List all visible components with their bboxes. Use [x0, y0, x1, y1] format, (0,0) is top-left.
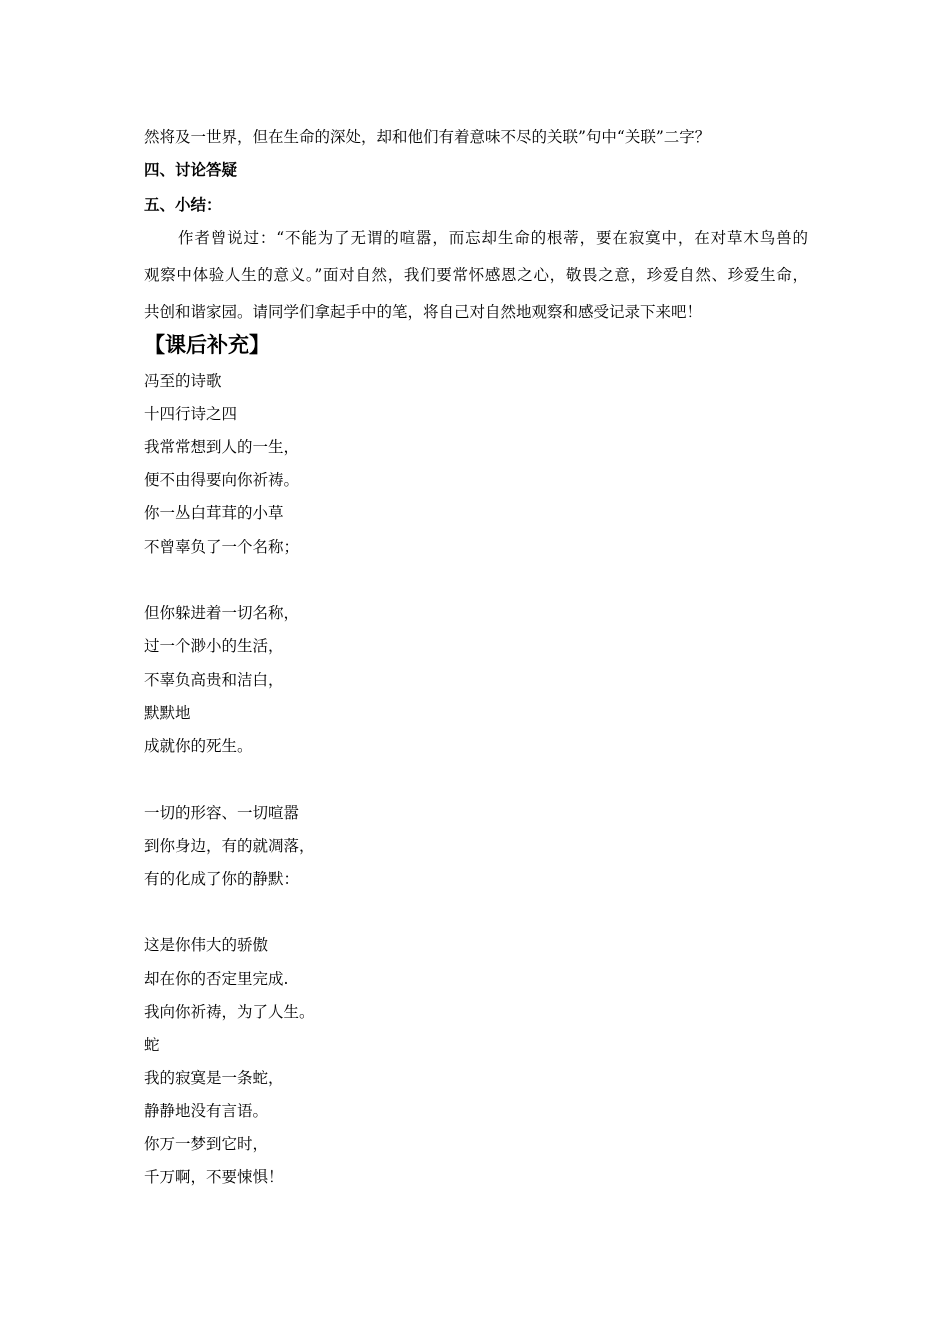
poem-line: 到你身边，有的就凋落，: [144, 837, 315, 855]
poem-line: 冯至的诗歌: [144, 372, 222, 390]
poem-line: 我常常想到人的一生，: [144, 438, 300, 456]
poem-line: 成就你的死生。: [144, 737, 253, 755]
poem-line: 静静地没有言语。: [144, 1102, 269, 1120]
continuation-line: 然将及一世界，但在生命的深处，却和他们有着意味不尽的关联”句中“关联”二字？: [144, 128, 711, 146]
poem-line: 不辜负高贵和洁白，: [144, 671, 284, 689]
section5-heading: 五、小结：: [144, 195, 222, 214]
poem-line: 却在你的否定里完成.: [144, 970, 289, 988]
poem-line: 我向你祈祷，为了人生。: [144, 1003, 315, 1021]
poem-line: 但你躲进着一切名称，: [144, 604, 300, 622]
poem-line: 过一个渺小的生活，: [144, 637, 284, 655]
poem-line: 一切的形容、一切喧嚣: [144, 804, 300, 822]
supplement-heading: 【课后补充】: [144, 332, 270, 357]
poem-line: 十四行诗之四: [144, 405, 238, 423]
poem-line: 千万啊，不要悚惧！: [144, 1168, 284, 1186]
poem-line: 便不由得要向你祈祷。: [144, 471, 300, 489]
summary-line-1: 作者曾说过：“不能为了无谓的喧嚣，而忘却生命的根蒂，要在寂寞中，在对草木鸟兽的: [178, 229, 808, 247]
poem-line: 这是你伟大的骄傲: [144, 936, 269, 954]
poem-line: 你一丛白茸茸的小草: [144, 504, 284, 522]
summary-line-3: 共创和谐家园。请同学们拿起手中的笔，将自己对自然地观察和感受记录下来吧！: [144, 303, 703, 321]
section4-heading: 四、讨论答疑: [144, 160, 238, 179]
poem-line: 我的寂寞是一条蛇，: [144, 1069, 284, 1087]
poem-line: 默默地: [144, 704, 191, 722]
poem-line: 有的化成了你的静默：: [144, 870, 300, 888]
poem-line: 你万一梦到它时，: [144, 1135, 269, 1153]
summary-line-2: 观察中体验人生的意义。”面对自然，我们要常怀感恩之心，敬畏之意，珍爱自然、珍爱生命，: [144, 266, 808, 284]
poem-line: 不曾辜负了一个名称；: [144, 538, 300, 556]
poem-title-snake: 蛇: [144, 1036, 160, 1054]
